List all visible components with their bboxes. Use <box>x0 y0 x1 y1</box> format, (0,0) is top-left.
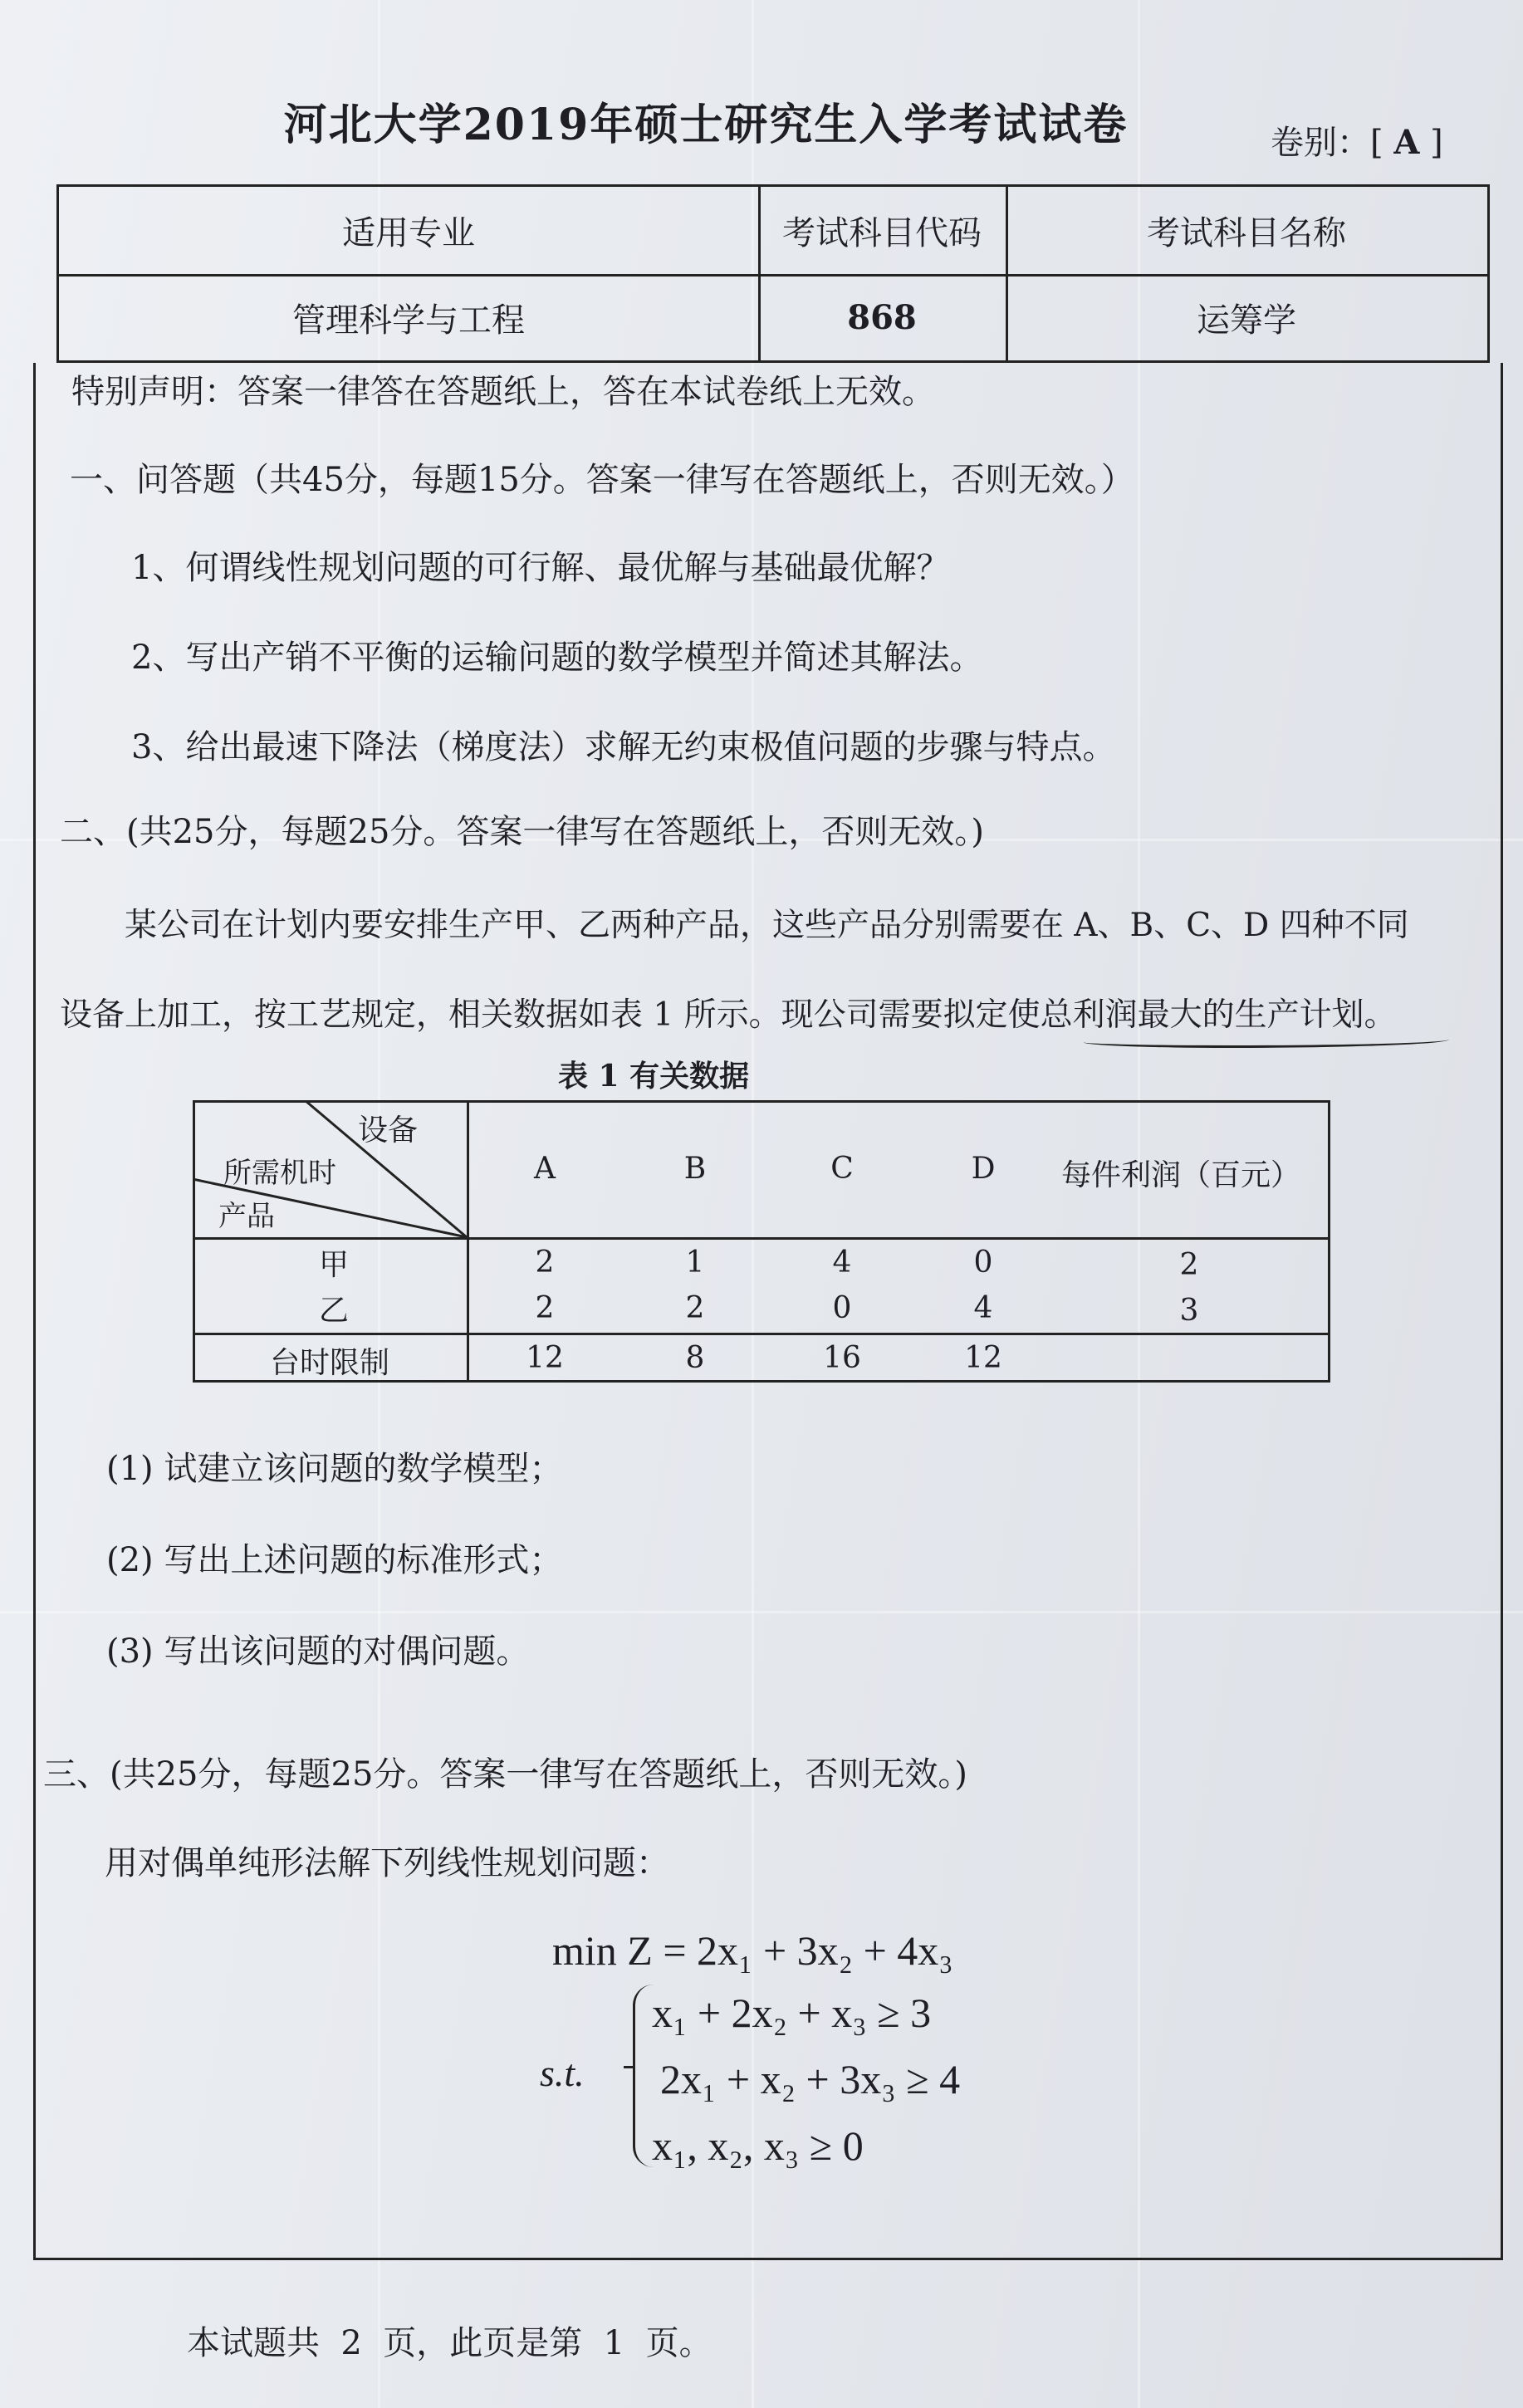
paper-type-close: ] <box>1430 124 1443 162</box>
section3-instruction: 用对偶单纯形法解下列线性规划问题： <box>105 1844 669 1882</box>
table-rule <box>193 1333 1330 1335</box>
table-caption: 表 1 有关数据 <box>558 1059 750 1094</box>
data-table <box>193 1100 1330 1383</box>
sub-question-3: (3) 写出该问题的对偶问题。 <box>106 1632 530 1671</box>
table-cell: 0 <box>973 1246 993 1280</box>
table-cell: 2 <box>535 1246 555 1280</box>
table-cell: 2 <box>685 1291 705 1325</box>
table-cell: 1 <box>685 1246 705 1280</box>
question-1: 1、何谓线性规划问题的可行解、最优解与基础最优解？ <box>131 549 950 587</box>
section3-heading: 三、(共25分，每题25分。答案一律写在答题纸上，否则无效。) <box>43 1755 968 1794</box>
table-cell: 0 <box>832 1291 852 1325</box>
table-cell: 12 <box>964 1341 1002 1375</box>
table-cell: 2 <box>1179 1248 1199 1282</box>
table-cell: 16 <box>823 1341 861 1375</box>
row-label-yi: 乙 <box>318 1294 350 1328</box>
row-label-limit: 台时限制 <box>269 1346 390 1380</box>
column-header-B: B <box>683 1152 707 1186</box>
table-cell: 3 <box>1179 1294 1199 1328</box>
row-label-jia: 甲 <box>318 1248 350 1282</box>
column-header-C: C <box>830 1152 854 1186</box>
question-3: 3、给出最速下降法（梯度法）求解无约束极值问题的步骤与特点。 <box>131 728 1116 766</box>
section2-heading: 二、(共25分，每题25分。答案一律写在答题纸上，否则无效。) <box>60 813 985 851</box>
corner-product: 产品 <box>218 1200 275 1233</box>
corner-equipment: 设备 <box>357 1113 419 1148</box>
code-header: 考试科目代码 <box>782 214 982 252</box>
corner-hours: 所需机时 <box>223 1157 336 1190</box>
objective-function: min Z = 2x₁ + 3x₂ + 4x₃ <box>552 1927 953 1974</box>
section1-heading: 一、问答题（共45分，每题15分。答案一律写在答题纸上，否则无效。） <box>70 461 1134 499</box>
code-value: 868 <box>847 298 917 337</box>
constraint-3: x₁, x₂, x₃ ≥ 0 <box>652 2122 864 2169</box>
column-header-A: A <box>534 1152 556 1186</box>
major-value: 管理科学与工程 <box>292 301 525 340</box>
constraint-1: x₁ + 2x₂ + x₃ ≥ 3 <box>652 1990 932 2036</box>
paper-type-label: 卷别：[ <box>1271 124 1383 162</box>
column-header-profit: 每件利润（百元） <box>1060 1158 1301 1192</box>
table-cell: 4 <box>973 1291 993 1325</box>
header-table <box>56 184 1490 363</box>
paper-type <box>1271 116 1443 164</box>
table-cell: 4 <box>832 1246 852 1280</box>
sub-question-1: (1) 试建立该问题的数学模型； <box>106 1450 563 1488</box>
sub-question-2: (2) 写出上述问题的标准形式； <box>106 1541 563 1579</box>
table-cell: 8 <box>685 1341 705 1375</box>
exam-title: 河北大学2019年硕士研究生入学考试试卷 <box>283 100 1129 150</box>
table-cell: 12 <box>526 1341 564 1375</box>
major-header: 适用专业 <box>342 214 475 252</box>
section2-paragraph-line1: 某公司在计划内要安排生产甲、乙两种产品，这些产品分别需要在 A、B、C、D 四种不同 <box>125 907 1409 944</box>
subject-value: 运筹学 <box>1197 301 1296 340</box>
constraint-brace <box>633 1985 654 2167</box>
special-notice: 特别声明：答案一律答在答题纸上，答在本试卷纸上无效。 <box>71 373 935 411</box>
constraint-2: 2x₁ + x₂ + 3x₃ ≥ 4 <box>660 2056 961 2102</box>
subject-header: 考试科目名称 <box>1147 214 1346 252</box>
section2-paragraph-line2: 设备上加工，按工艺规定，相关数据如表 1 所示。现公司需要拟定使总利润最大的生产计划。 <box>60 996 1397 1034</box>
subject-to-label: s.t. <box>540 2052 585 2094</box>
column-header-D: D <box>971 1152 996 1186</box>
table-cell: 2 <box>535 1291 555 1325</box>
paper-type-value: A <box>1393 123 1420 162</box>
question-2: 2、写出产销不平衡的运输问题的数学模型并简述其解法。 <box>131 639 983 677</box>
page-footer: 本试题共 2 页，此页是第 1 页。 <box>187 2324 713 2362</box>
